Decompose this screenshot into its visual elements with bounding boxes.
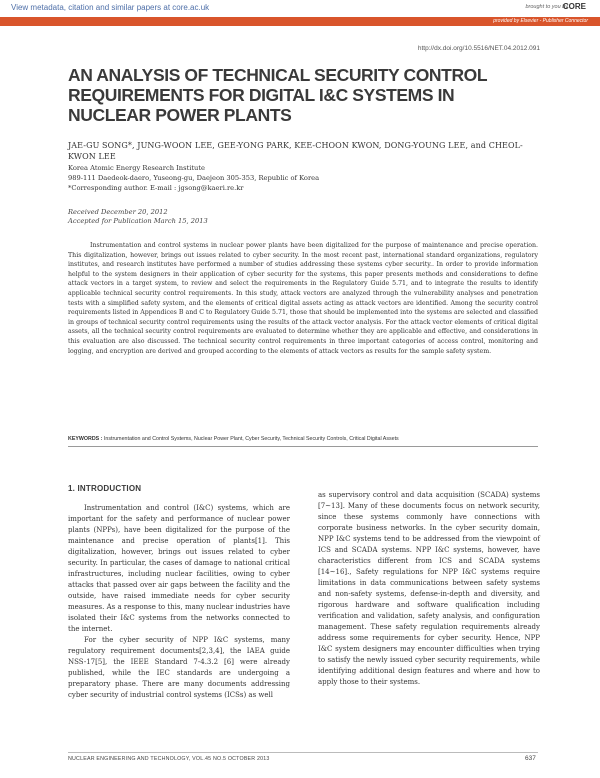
body-column-right <box>318 490 540 688</box>
core-logo[interactable]: CORE <box>562 2 586 11</box>
received-date: Received December 20, 2012 <box>68 208 168 216</box>
core-provider-strip <box>0 17 600 26</box>
affiliation-institute: Korea Atomic Energy Research Institute <box>68 164 206 172</box>
provided-by-label[interactable]: provided by Elsevier - Publisher Connector <box>493 18 588 24</box>
body-paragraph: Instrumentation and control (I&C) systems, which are important for the safety and performance of nuclear power plants (NPPs), have been digitalized for the purpose of the maintenance and precise operation of plants[1]. This digitalization, however, brings out issues related to cyber security. In particular, the cases of damage to national critical infrastructures, including nuclear facilities, owing to cyber attacks that passed over air gaps between the facility and the outside, have raised immediate needs for cyber security measures. As a response to this, many nuclear industries have isolated their I&C systems from the networks connected to the internet. <box>68 504 290 633</box>
corresponding-author: *Corresponding author. E-mail : jgsong@kaeri.re.kr <box>68 184 244 192</box>
keywords <box>68 436 538 442</box>
abstract: Instrumentation and control systems in nuclear power plants have been digitalized for the purpose of maintenance and precise operation. This digitalization, however, brings out issues related to cyber security. In the most recent past, international standard organizations, regulatory institutes, and research institutes have performed a number of studies addressing these systems cyber security.. In order to provide information helpful to the system designers in their application of cyber security for the systems, this paper presents methods and considerations to define attack vectors in a target system, to review and select the requirements in the Regulatory Guide 5.71, and to integrate the results to identify applicable technical security control requirements. In this study, attack vectors are analyzed through the vulnerability analyses and penetration tests with a simplified safety system, and the elements of critical digital assets acting as attack vectors are identified. Among the security control requirements listed in Appendices B and C to Regulatory Guide 5.71, those that should be implemented into the systems are selected and classified in groups of technical security control requirements using the results of the attack vector analysis. For the attack vector elements of critical digital assets, all the technical security control requirements are evaluated to determine whether they are applicable and effective, and considerations in this evaluation are also discussed. The technical security control requirements in three important categories of access control, monitoring and logging, and encryption are derived and grouped according to the elements of attack vectors as results for the sample safety system. <box>68 242 538 355</box>
keywords-text: Instrumentation and Control Systems, Nuclear Power Plant, Cyber Security, Technical Security Controls, Critical Digital Assets <box>103 436 399 442</box>
brought-to-you-label: brought to you by <box>525 4 568 10</box>
body-column-left <box>68 503 290 701</box>
page-number: 637 <box>525 755 536 762</box>
core-banner <box>0 0 600 24</box>
affiliation <box>68 163 538 193</box>
affiliation-address: 989-111 Daedeok-daero, Yuseong-gu, Daejeon 305-353, Republic of Korea <box>68 174 320 182</box>
section-heading-introduction: 1. INTRODUCTION <box>68 484 142 493</box>
core-metadata-link[interactable]: View metadata, citation and similar papers at core.ac.uk <box>11 3 210 12</box>
doi-link[interactable]: http://dx.doi.org/10.5516/NET.04.2012.091 <box>417 45 540 52</box>
publication-dates <box>68 208 208 226</box>
footer-divider <box>68 752 538 753</box>
keywords-divider <box>68 446 538 447</box>
paper-title: AN ANALYSIS OF TECHNICAL SECURITY CONTROL REQUIREMENTS FOR DIGITAL I&C SYSTEMS IN NUCLEAR POWER PLANTS <box>68 65 487 125</box>
body-paragraph: For the cyber security of NPP I&C systems, many regulatory requirement documents[2,3,4], the IAEA guide NSS-17[5], the IEEE Standard 7-4.3.2 [6] were already published, while the IEC standards are undergoing a preparatory phase. There are many documents addressing cyber security of industrial control systems (ICSs) as well <box>68 636 290 699</box>
body-paragraph: as supervisory control and data acquisition (SCADA) systems [7~13]. Many of these documents focus on network security, since these systems commonly have connections with corporate business networks. In the cyber security domain, NPP I&C systems tend to be addressed from the viewpoint of ICS and SCADA systems. NPP I&C systems, however, have characteristics different from ICS and SCADA systems [14~16]., Safety regulations for NPP I&C systems require limitations in data communications between safety systems and non-safety systems, defense-in-depth and diversity, and rigorous hardware and software qualification including verification and validation, safety analysis, and configuration management. These safety regulation requirements already address some requirements for cyber security. Hence, NPP I&C system designers may encounter difficulties when trying to satisfy the newly issued cyber security requirements, while identifying additional design features and where and how to apply those to their systems. <box>318 491 540 686</box>
accepted-date: Accepted for Publication March 15, 2013 <box>68 217 208 225</box>
keywords-label: KEYWORDS : <box>68 436 103 442</box>
author-list: JAE-GU SONG*, JUNG-WOON LEE, GEE-YONG PARK, KEE-CHOON KWON, DONG-YOUNG LEE, and CHEOL-KWON LEE <box>68 141 523 161</box>
footer-journal: NUCLEAR ENGINEERING AND TECHNOLOGY, VOL.45 NO.5 OCTOBER 2013 <box>68 756 270 762</box>
